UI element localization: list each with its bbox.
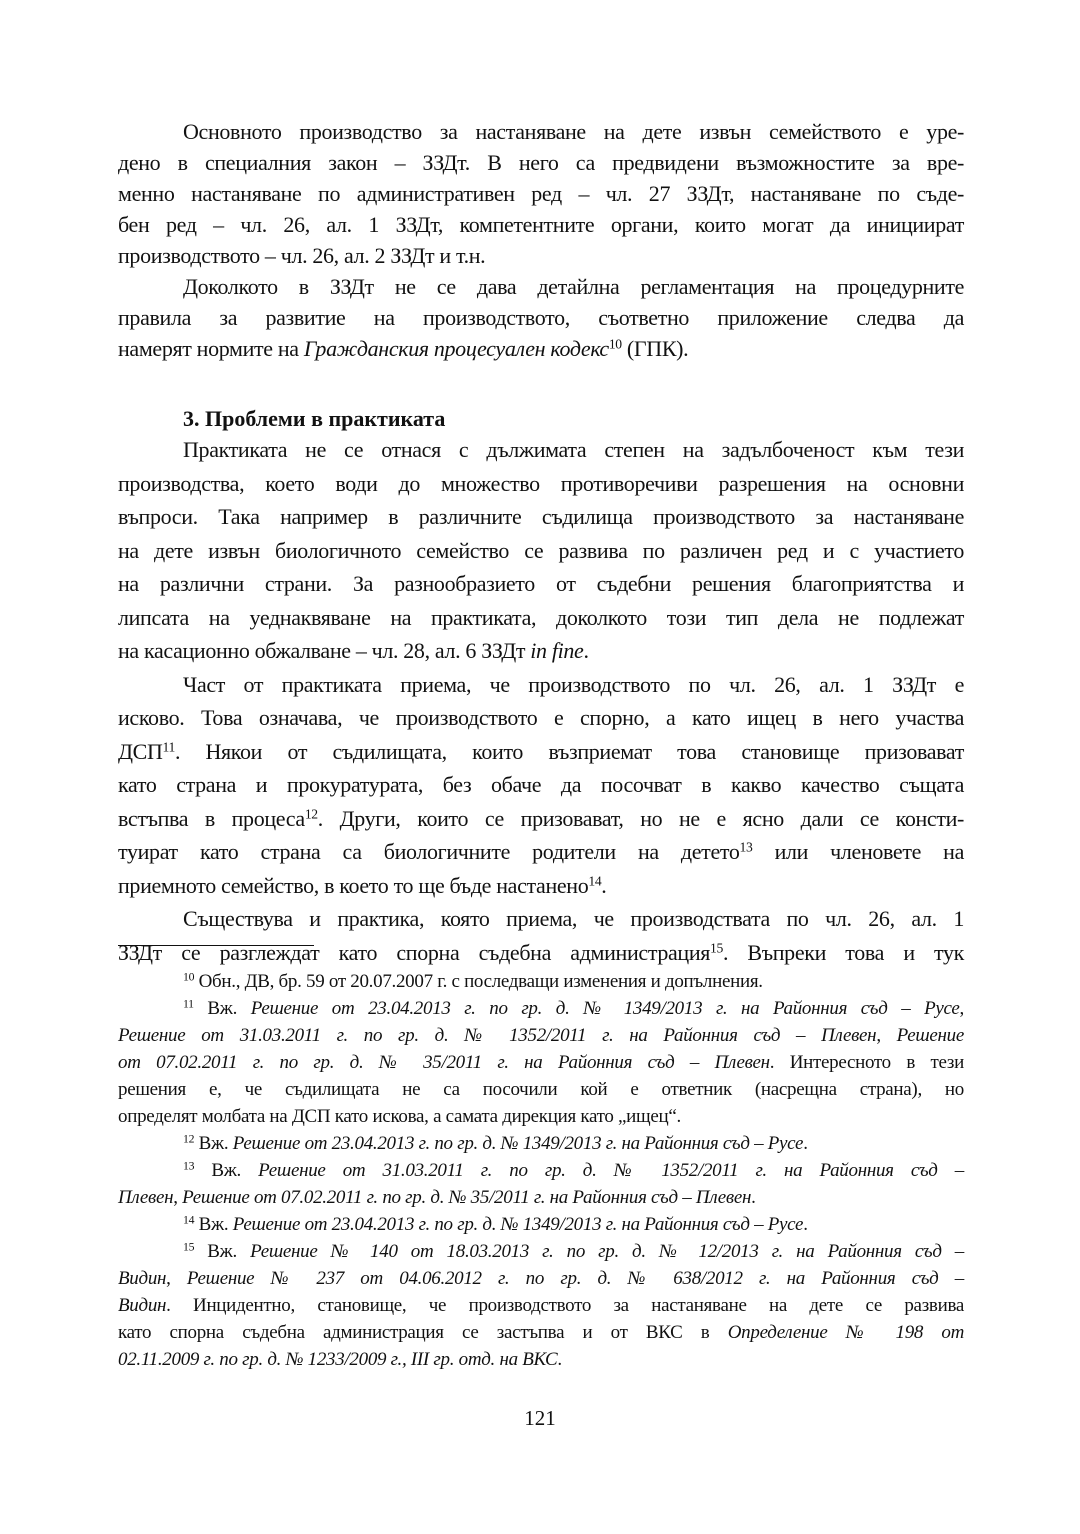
text-run: , bbox=[959, 998, 964, 1019]
text-line bbox=[118, 601, 964, 635]
text-line bbox=[118, 1130, 964, 1157]
footnote bbox=[118, 1130, 964, 1157]
text-run: . bbox=[557, 1349, 562, 1370]
text-run: . bbox=[583, 638, 589, 663]
text-run: Вж. bbox=[194, 1133, 233, 1154]
text-run: Част от практиката приема, че производството по чл. 26, ал. 1 ЗЗДт е bbox=[183, 671, 964, 697]
italic-text: Решение от 23.04.2013 г. по гр. д. № 1349/2013 г. на Районния съд – Русе bbox=[250, 998, 960, 1019]
section-heading-wrap bbox=[118, 402, 964, 435]
text-line bbox=[118, 902, 964, 936]
text-line bbox=[118, 1238, 964, 1265]
text-line bbox=[118, 116, 964, 147]
text-run: Вж. bbox=[193, 998, 251, 1019]
italic-text: Видин bbox=[118, 1295, 167, 1316]
section-heading: 3. Проблеми в практиката bbox=[183, 406, 446, 431]
italic-text: Решение от 31.03.2011 г. по гр. д. № 1352/2011 г. на Районния съд – bbox=[258, 1160, 964, 1181]
text-line bbox=[118, 271, 964, 302]
footnote-separator bbox=[118, 945, 314, 946]
text-run: ЗЗДт се разглеждат като спорна съдебна администрация bbox=[118, 939, 711, 965]
footnote-ref: 10 bbox=[183, 970, 195, 984]
italic-text: Гражданския процесуален кодекс bbox=[303, 336, 609, 361]
text-run: Съществува и практика, която приема, че производствата по чл. 26, ал. 1 bbox=[183, 906, 964, 931]
text-line bbox=[118, 1049, 964, 1076]
text-line bbox=[118, 178, 964, 209]
text-run: бен ред – чл. 26, ал. 1 ЗЗДт, компетентните органи, които могат да инициират bbox=[118, 212, 964, 237]
italic-text: Решение № 140 от 18.03.2013 г. по гр. д. № 12/2013 г. на Районния съд – bbox=[250, 1241, 964, 1262]
footnote-ref: 13 bbox=[739, 839, 753, 855]
text-run: . bbox=[803, 1214, 808, 1235]
italic-text: Решение № 237 от 04.06.2012 г. по гр. д. № 638/2012 г. на Районния съд – bbox=[186, 1268, 964, 1289]
text-run: Вж. bbox=[194, 1241, 251, 1262]
footnote-ref: 14 bbox=[588, 873, 602, 888]
footnote-ref: 13 bbox=[183, 1159, 195, 1173]
text-run: липсата на уеднаквяване на практиката, доколкото този тип дела не подлежат bbox=[118, 604, 964, 630]
text-run: . Други, които се призовават, но не е ясно дали се консти- bbox=[317, 805, 964, 831]
text-run: . Въпреки това и тук bbox=[722, 939, 964, 965]
text-run: Вж. bbox=[194, 1160, 259, 1181]
text-run: правила за развитие на производството, съответно приложение следва да bbox=[118, 305, 964, 330]
text-run: като спорна съдебна администрация се застъпва и от ВКС в bbox=[118, 1322, 728, 1343]
italic-text: Решение bbox=[896, 1025, 964, 1046]
text-run: определят молбата на ДСП като искова, а самата дирекция като „ищец“. bbox=[118, 1106, 681, 1127]
italic-text: Решение от 23.04.2013 г. по гр. д. № 1349/2013 г. на Районния съд – Русе bbox=[232, 1214, 804, 1235]
footnote-ref: 12 bbox=[183, 1132, 195, 1146]
italic-text: 02.11.2009 г. по гр. д. № 1233/2009 г., III гр. отд. на ВКС bbox=[118, 1349, 558, 1370]
footnote bbox=[118, 968, 964, 995]
text-line bbox=[118, 500, 964, 534]
text-line bbox=[118, 634, 964, 668]
text-run: . Някои от съдилищата, които възприемат това становище призовават bbox=[174, 738, 964, 764]
text-run: Доколкото в ЗЗДт не се дава детайлна регламентация на процедурните bbox=[183, 274, 964, 299]
text-line bbox=[118, 1022, 964, 1049]
text-line bbox=[118, 467, 964, 501]
paragraph bbox=[118, 433, 964, 668]
text-line bbox=[118, 1184, 964, 1211]
text-run: исково. Това означава, че производството е спорно, а като ищец в него участва bbox=[118, 705, 964, 730]
footnote bbox=[118, 1238, 964, 1373]
footnote bbox=[118, 1211, 964, 1238]
italic-text: in fine bbox=[530, 638, 584, 663]
paragraph bbox=[118, 668, 964, 903]
text-line bbox=[118, 567, 964, 601]
text-line bbox=[118, 534, 964, 568]
text-line bbox=[118, 735, 964, 769]
text-line bbox=[118, 968, 964, 995]
text-line bbox=[118, 1103, 964, 1130]
text-run: Основното производство за настаняване на дете извън семейството е уре- bbox=[183, 119, 964, 144]
footnote-ref: 10 bbox=[608, 336, 622, 352]
text-line bbox=[118, 209, 964, 240]
text-run: , bbox=[876, 1025, 897, 1046]
body-section-intro bbox=[118, 116, 964, 364]
text-run: встъпва в процеса bbox=[118, 805, 305, 831]
footnote-ref: 12 bbox=[304, 806, 318, 821]
footnote-ref: 11 bbox=[183, 997, 194, 1011]
text-run: Обн., ДВ, бр. 59 от 20.07.2007 г. с последващи изменения и допълнения. bbox=[194, 971, 763, 992]
text-line bbox=[118, 1157, 964, 1184]
text-run: на касационно обжалване – чл. 28, ал. 6 ЗЗДт bbox=[118, 638, 531, 663]
body-section-problems bbox=[118, 433, 964, 969]
italic-text: Решение от 31.03.2011 г. по гр. д. № 1352/2011 г. на Районния съд – Плевен bbox=[118, 1025, 877, 1046]
text-line bbox=[118, 333, 964, 364]
text-line bbox=[118, 869, 964, 903]
paragraph bbox=[118, 902, 964, 969]
text-line bbox=[118, 802, 964, 836]
page-number: 121 bbox=[524, 1406, 556, 1430]
text-run: Вж. bbox=[194, 1214, 233, 1235]
text-line bbox=[118, 936, 964, 970]
text-run: туират като страна са биологичните родители на детето bbox=[118, 839, 740, 864]
text-run: дено в специалния закон – ЗЗДт. В него са предвидени възможностите за вре- bbox=[118, 150, 964, 175]
italic-text: Плевен bbox=[118, 1187, 174, 1208]
text-line bbox=[118, 668, 964, 702]
text-run: , bbox=[166, 1268, 187, 1289]
text-line bbox=[118, 240, 964, 271]
text-run: (ГПК). bbox=[621, 336, 689, 361]
text-run: , bbox=[173, 1187, 183, 1208]
text-run: или членовете на bbox=[752, 839, 964, 864]
text-run: . bbox=[803, 1133, 808, 1154]
text-run: . Инцидентно, становище, че производството за настаняване на дете се развива bbox=[166, 1295, 964, 1316]
text-run: решения е, че съдилищата не са посочили кой е ответник (насрещна страна), но bbox=[118, 1079, 964, 1100]
text-run: производства, което води до множество противоречиви разрешения на основни bbox=[118, 470, 964, 496]
text-line bbox=[118, 147, 964, 178]
text-run: като страна и прокуратурата, без обаче да посочват в какво качество същата bbox=[118, 772, 964, 797]
text-line bbox=[118, 995, 964, 1022]
footnotes bbox=[118, 968, 964, 1373]
italic-text: Решение от 07.02.2011 г. по гр. д. № 35/2011 г. на Районния съд – Плевен bbox=[182, 1187, 752, 1208]
text-run: въпроси. Така например в различните съдилища производството за настаняване bbox=[118, 504, 964, 529]
footnote bbox=[118, 995, 964, 1130]
text-line bbox=[118, 701, 964, 735]
italic-text: от 07.02.2011 г. по гр. д. № 35/2011 г. на Районния съд – Плевен bbox=[118, 1052, 770, 1073]
italic-text: Решение от 23.04.2013 г. по гр. д. № 1349/2013 г. на Районния съд – Русе bbox=[232, 1133, 804, 1154]
text-run: приемното семейство, в което то ще бъде настанено bbox=[118, 872, 589, 898]
text-line bbox=[118, 1292, 964, 1319]
italic-text: Определение № 198 от bbox=[727, 1322, 964, 1343]
text-line bbox=[118, 302, 964, 333]
text-run: Практиката не се отнася с дължимата степен на задълбоченост към тези bbox=[183, 437, 964, 462]
text-run: менно настаняване по административен ред – чл. 27 ЗЗДт, настаняване по съде- bbox=[118, 181, 964, 206]
text-line bbox=[118, 433, 964, 467]
paragraph bbox=[118, 271, 964, 364]
footnote-ref: 15 bbox=[183, 1240, 195, 1254]
footnote-ref: 11 bbox=[162, 739, 175, 754]
footnote bbox=[118, 1157, 964, 1211]
text-line bbox=[118, 768, 964, 802]
text-run: намерят нормите на bbox=[118, 336, 304, 361]
text-line bbox=[118, 1346, 964, 1373]
text-line bbox=[118, 1319, 964, 1346]
text-run: . bbox=[751, 1187, 756, 1208]
text-line bbox=[118, 835, 964, 869]
text-run: производството – чл. 26, ал. 2 ЗЗДт и т.н. bbox=[118, 243, 486, 268]
text-run: ДСП bbox=[118, 738, 163, 764]
text-run: . bbox=[601, 872, 607, 898]
text-run: . Интересното в тези bbox=[769, 1052, 964, 1073]
text-line bbox=[118, 1211, 964, 1238]
text-run: на различни страни. За разнообразието от съдебни решения благоприятства и bbox=[118, 571, 964, 596]
footnote-ref: 15 bbox=[710, 940, 723, 955]
paragraph bbox=[118, 116, 964, 271]
text-line bbox=[118, 1076, 964, 1103]
footnote-ref: 14 bbox=[183, 1213, 195, 1227]
italic-text: Видин bbox=[118, 1268, 167, 1289]
text-line bbox=[118, 1265, 964, 1292]
text-run: на дете извън биологичното семейство се развива по различен ред и с участието bbox=[118, 537, 964, 563]
